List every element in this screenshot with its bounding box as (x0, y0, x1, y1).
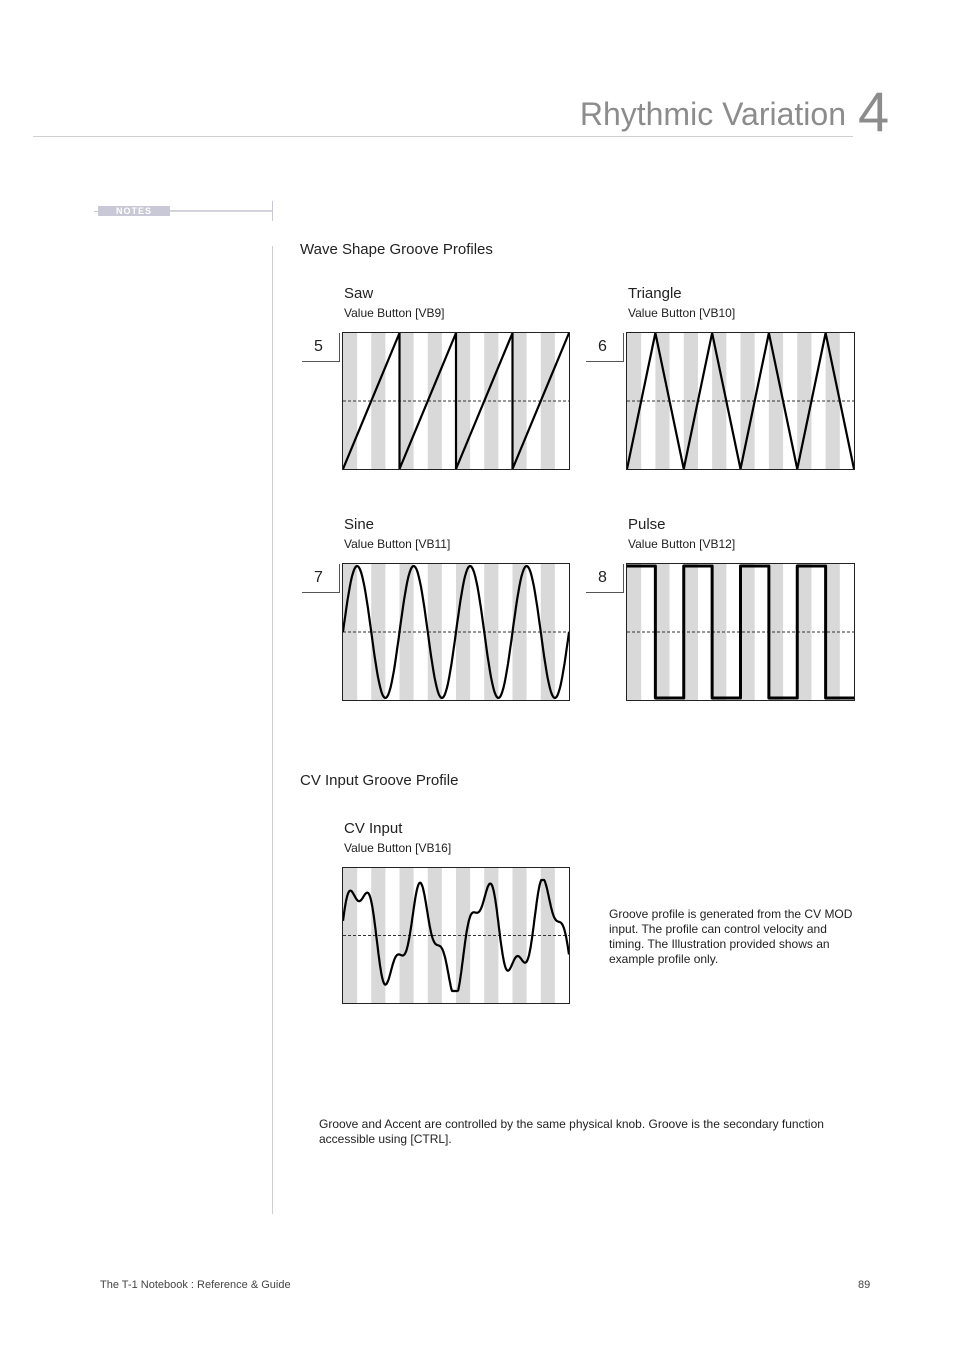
wave-title-sine: Sine (344, 516, 375, 533)
stripe (769, 333, 783, 469)
wave-button-cv: Value Button [VB16] (344, 841, 452, 855)
wave-graph-saw (342, 332, 570, 470)
wave-button-triangle: Value Button [VB10] (628, 306, 736, 320)
chapter-number: 4 (858, 80, 890, 143)
stripe (684, 564, 698, 700)
margin-line (272, 246, 273, 1214)
wave-title-pulse: Pulse (628, 516, 666, 533)
wave-number-pulse: 8 (586, 564, 624, 593)
wave-number-tick (339, 564, 340, 593)
page-number: 89 (858, 1279, 871, 1291)
section-heading-cv-input: CV Input Groove Profile (300, 772, 459, 789)
section-heading-wave-shapes: Wave Shape Groove Profiles (300, 241, 493, 258)
wave-graph-cv (342, 867, 570, 1004)
wave-graph-sine (342, 563, 570, 701)
bottom-note: Groove and Accent are controlled by the same physical knob. Groove is the secondary function accessible using [CTRL]. (319, 1117, 824, 1146)
wave-title-saw: Saw (344, 285, 374, 302)
wave-number-sine: 7 (302, 564, 340, 593)
notes-tick (272, 201, 273, 221)
wave-button-saw: Value Button [VB9] (344, 306, 445, 320)
wave-graph-triangle (626, 332, 855, 470)
wave-graph-pulse (626, 563, 855, 701)
wave-number-tick (623, 333, 624, 362)
stripe (400, 333, 414, 469)
wave-button-pulse: Value Button [VB12] (628, 537, 736, 551)
stripe (541, 333, 555, 469)
wave-button-sine: Value Button [VB11] (344, 537, 451, 551)
wave-title-cv: CV Input (344, 820, 403, 837)
stripe (484, 333, 498, 469)
cv-note: Groove profile is generated from the CV MOD input. The profile can control velocity and timing. The Illustration provided shows an example profile only. (609, 907, 853, 966)
stripe (400, 868, 414, 1003)
chapter-title: Rhythmic Variation (579, 96, 846, 132)
wave-number-triangle: 6 (586, 333, 624, 362)
header-rule (33, 136, 853, 137)
notes-label: NOTES (98, 206, 170, 216)
wave-number-saw: 5 (302, 333, 340, 362)
wave-number-tick (339, 333, 340, 362)
stripe (769, 564, 783, 700)
footer-title: The T-1 Notebook : Reference & Guide (100, 1279, 291, 1291)
wave-title-triangle: Triangle (628, 285, 682, 302)
notes-rule (170, 210, 272, 212)
wave-number-tick (623, 564, 624, 593)
stripe (684, 333, 698, 469)
